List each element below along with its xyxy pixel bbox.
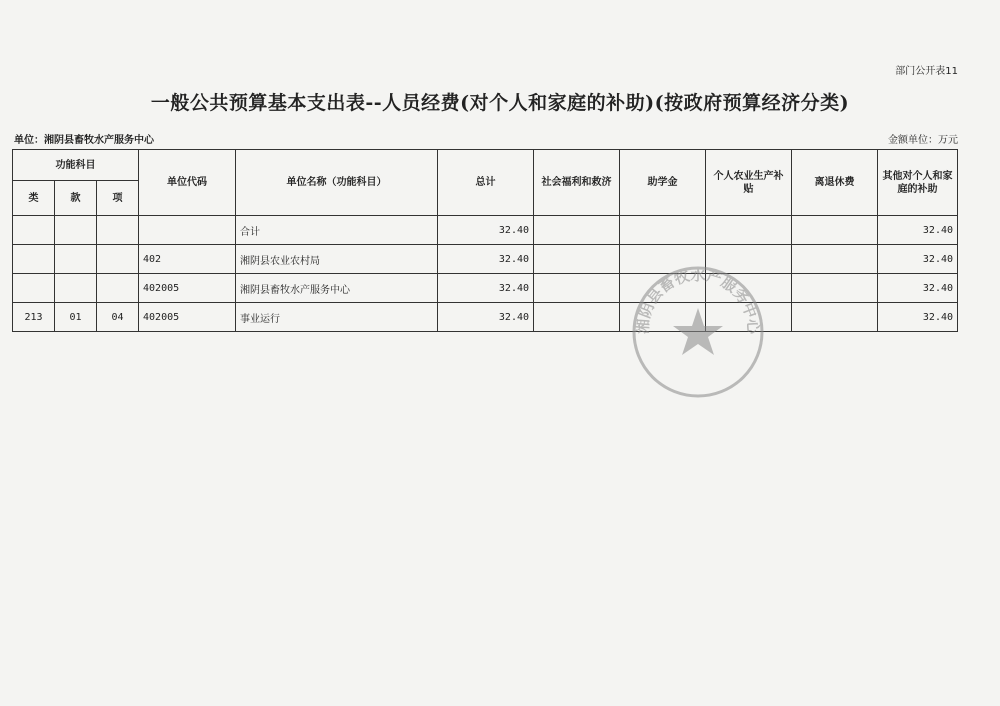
cell-other: 32.40	[878, 303, 958, 332]
form-number: 部门公开表11	[895, 66, 958, 77]
page-title: 一般公共预算基本支出表--人员经费(对个人和家庭的补助)(按政府预算经济分类)	[150, 92, 850, 114]
cell-total: 32.40	[438, 274, 534, 303]
cell-total: 32.40	[438, 245, 534, 274]
header-scholarship: 助学金	[620, 150, 706, 216]
cell-name: 湘阴县畜牧水产服务中心	[236, 274, 438, 303]
cell-kuan	[55, 216, 97, 245]
cell-kuan: 01	[55, 303, 97, 332]
header-lei: 类	[13, 181, 55, 216]
header-unit-name: 单位名称（功能科目）	[236, 150, 438, 216]
cell-scholar	[620, 216, 706, 245]
seal-text: 湘阴县畜牧水产服务中心	[633, 265, 763, 335]
cell-other: 32.40	[878, 274, 958, 303]
cell-code: 402005	[139, 274, 236, 303]
header-total: 总计	[438, 150, 534, 216]
header-xiang: 项	[97, 181, 139, 216]
cell-retire	[792, 245, 878, 274]
table-row	[13, 216, 958, 245]
cell-code: 402	[139, 245, 236, 274]
seal-star-icon	[673, 308, 723, 355]
header-function-subject: 功能科目	[13, 150, 139, 181]
cell-xiang	[97, 274, 139, 303]
cell-code: 402005	[139, 303, 236, 332]
unit-label: 单位：湘阴县畜牧水产服务中心	[14, 135, 154, 146]
header-unit-code: 单位代码	[139, 150, 236, 216]
header-kuan: 款	[55, 181, 97, 216]
cell-lei	[13, 216, 55, 245]
table-row	[13, 245, 958, 274]
cell-xiang	[97, 216, 139, 245]
cell-lei	[13, 274, 55, 303]
header-agri-subsidy: 个人农业生产补贴	[706, 150, 792, 216]
cell-other: 32.40	[878, 245, 958, 274]
cell-name: 湘阴县农业农村局	[236, 245, 438, 274]
cell-lei: 213	[13, 303, 55, 332]
official-seal	[628, 262, 768, 402]
header-other-subsidy: 其他对个人和家庭的补助	[878, 150, 958, 216]
budget-table	[12, 149, 958, 332]
cell-retire	[792, 216, 878, 245]
cell-other: 32.40	[878, 216, 958, 245]
cell-total: 32.40	[438, 303, 534, 332]
header-retirement: 离退休费	[792, 150, 878, 216]
cell-retire	[792, 303, 878, 332]
cell-retire	[792, 274, 878, 303]
cell-xiang	[97, 245, 139, 274]
cell-kuan	[55, 245, 97, 274]
header-social-welfare: 社会福利和救济	[534, 150, 620, 216]
cell-total: 32.40	[438, 216, 534, 245]
amount-unit-label: 金额单位：万元	[888, 135, 958, 146]
table-row	[13, 303, 958, 332]
cell-xiang: 04	[97, 303, 139, 332]
cell-social	[534, 245, 620, 274]
cell-name: 事业运行	[236, 303, 438, 332]
cell-social	[534, 303, 620, 332]
cell-code	[139, 216, 236, 245]
cell-kuan	[55, 274, 97, 303]
cell-name: 合计	[236, 216, 438, 245]
table-row	[13, 274, 958, 303]
cell-lei	[13, 245, 55, 274]
cell-agri	[706, 216, 792, 245]
cell-social	[534, 274, 620, 303]
cell-social	[534, 216, 620, 245]
